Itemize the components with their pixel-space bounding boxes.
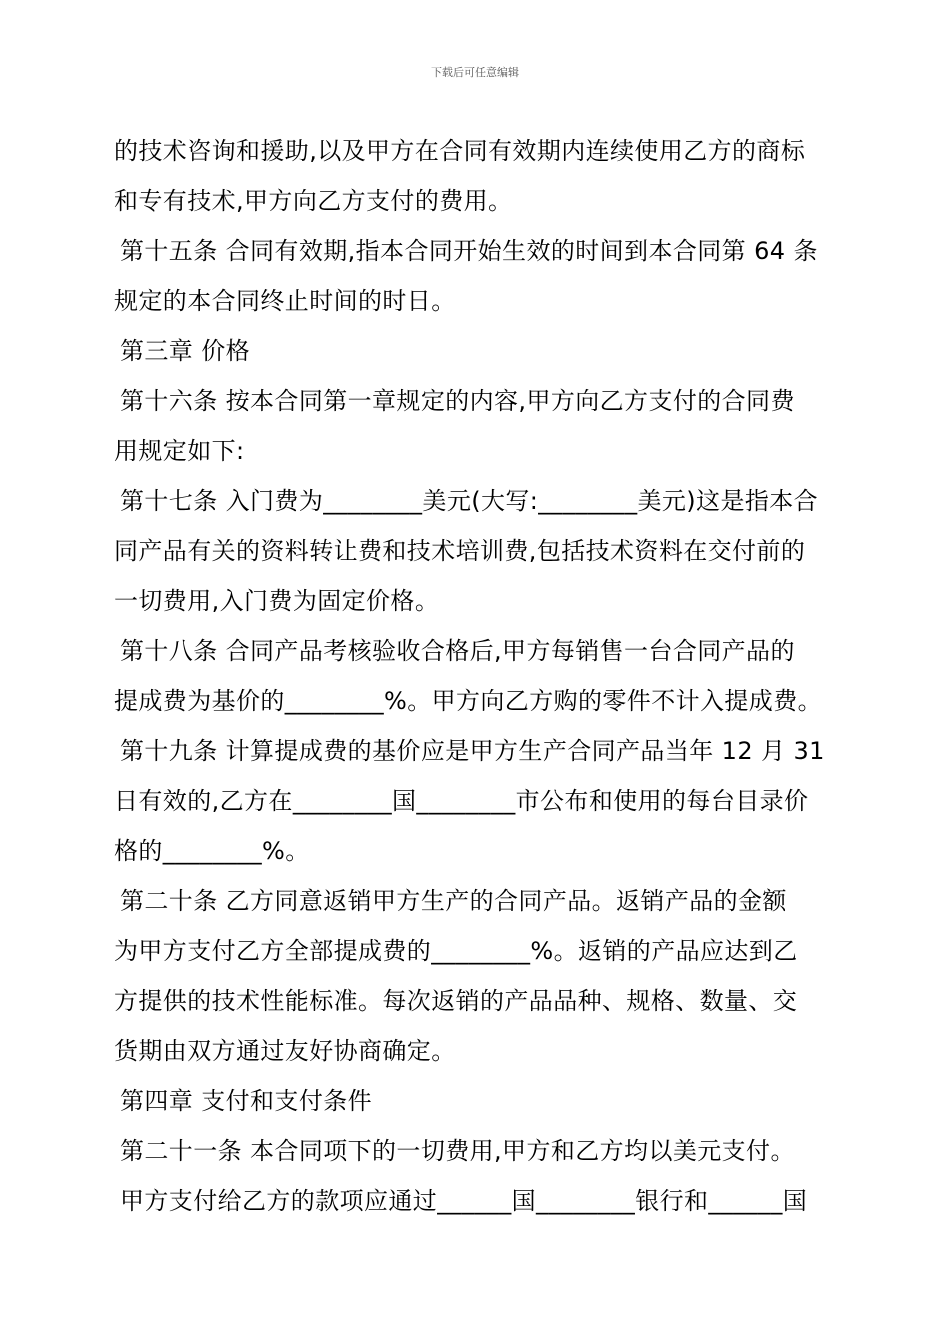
- article-16-line: 第十六条 按本合同第一章规定的内容,甲方向乙方支付的合同费: [120, 387, 795, 415]
- article-18-line: 第十八条 合同产品考核验收合格后,甲方每销售一台合同产品的: [120, 637, 795, 665]
- text-line: 一切费用,入门费为固定价格。: [114, 587, 440, 615]
- text-line: 为甲方支付乙方全部提成费的________%。返销的产品应达到乙: [114, 937, 798, 965]
- text-line: 甲方支付给乙方的款项应通过______国________银行和______国: [120, 1187, 808, 1215]
- text-line: 方提供的技术性能标准。每次返销的产品品种、规格、数量、交: [114, 987, 798, 1015]
- article-19-line: 第十九条 计算提成费的基价应是甲方生产合同产品当年 12 月 31: [120, 737, 825, 765]
- text-line: 和专有技术,甲方向乙方支付的费用。: [114, 187, 513, 215]
- article-17-line: 第十七条 入门费为________美元(大写:________美元)这是指本合: [120, 487, 819, 515]
- article-15-line: 第十五条 合同有效期,指本合同开始生效的时间到本合同第 64 条: [120, 237, 818, 265]
- text-line: 规定的本合同终止时间的时日。: [114, 287, 456, 315]
- document-body: [114, 126, 838, 1226]
- text-line: 格的________%。: [114, 837, 310, 865]
- page-header: 下载后可任意编辑: [431, 66, 519, 79]
- article-21-line: 第二十一条 本合同项下的一切费用,甲方和乙方均以美元支付。: [120, 1137, 795, 1165]
- article-20-line: 第二十条 乙方同意返销甲方生产的合同产品。返销产品的金额: [120, 887, 787, 915]
- text-line: 同产品有关的资料转让费和技术培训费,包括技术资料在交付前的: [114, 537, 806, 565]
- text-line: 提成费为基价的________%。甲方向乙方购的零件不计入提成费。: [114, 687, 823, 715]
- chapter-4-heading: 第四章 支付和支付条件: [120, 1087, 373, 1115]
- text-line: 用规定如下:: [114, 437, 245, 465]
- text-line: 货期由双方通过友好协商确定。: [114, 1037, 456, 1065]
- chapter-3-heading: 第三章 价格: [120, 337, 251, 365]
- text-line: 日有效的,乙方在________国________市公布和使用的每台目录价: [114, 787, 809, 815]
- text-line: 的技术咨询和援助,以及甲方在合同有效期内连续使用乙方的商标: [114, 137, 806, 165]
